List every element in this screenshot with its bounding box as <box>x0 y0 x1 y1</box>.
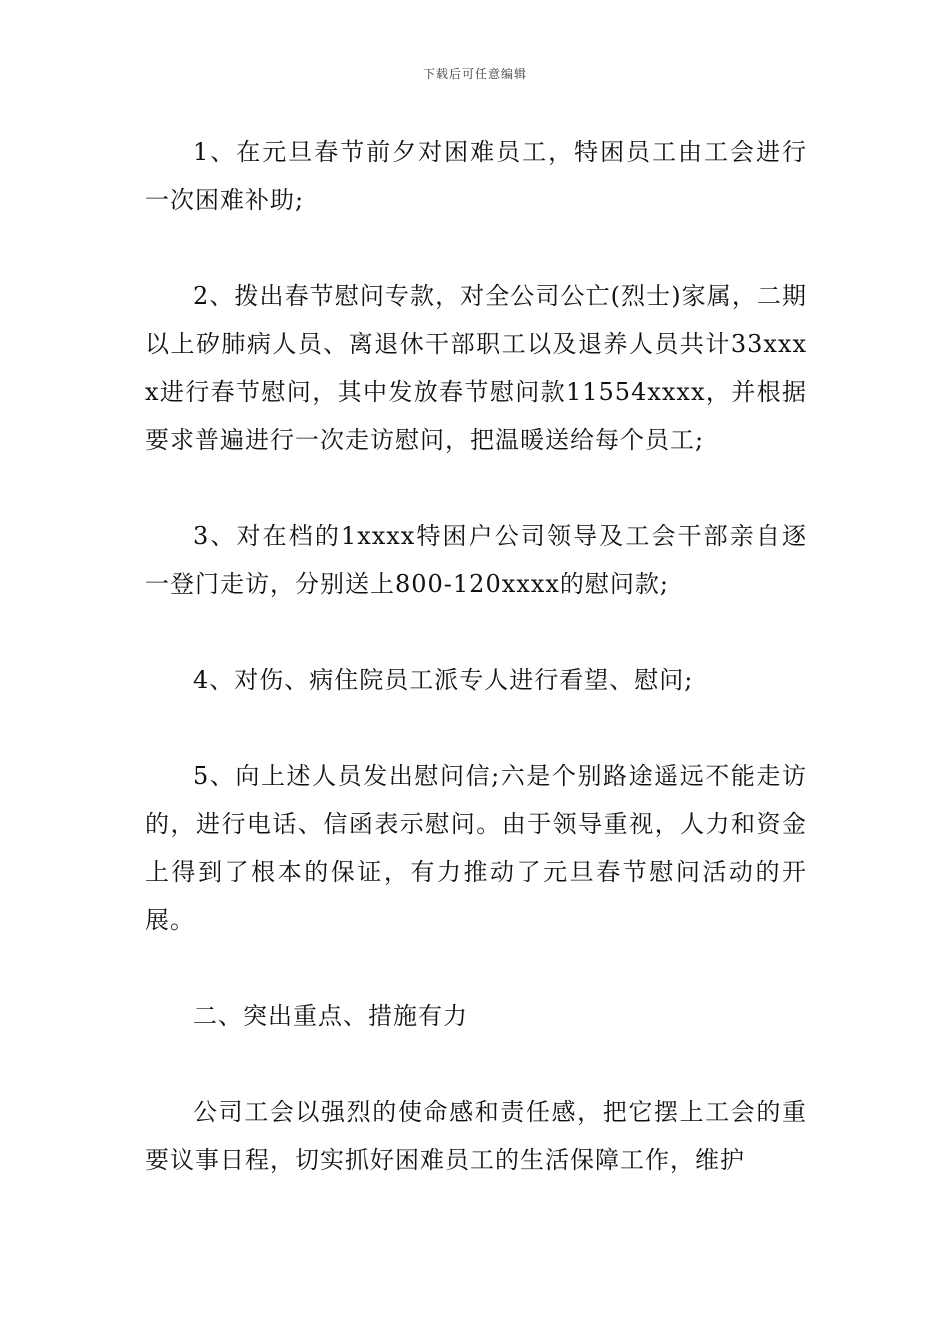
paragraph-spacer <box>145 608 807 656</box>
paragraph-item-5: 5、向上述人员发出慰问信;六是个别路途遥远不能走访的，进行电话、信函表示慰问。由于领导重视，人力和资金上得到了根本的保证，有力推动了元旦春节慰问活动的开展。 <box>145 762 807 934</box>
paragraph-spacer <box>145 224 807 272</box>
page-header: 下载后可任意编辑 <box>422 67 527 81</box>
section-heading: 二、突出重点、措施有力 <box>193 1002 468 1030</box>
paragraph-spacer <box>145 704 807 752</box>
paragraph-section-intro: 公司工会以强烈的使命感和责任感，把它摆上工会的重要议事日程，切实抓好困难员工的生活保障工作，维护 <box>145 1098 807 1174</box>
paragraph-item-2: 2、拨出春节慰问专款，对全公司公亡(烈士)家属，二期以上矽肺病人员、离退休干部职工以及退养人员共计33xxxx进行春节慰问，其中发放春节慰问款11554xxxx，并根据要求普遍进行一次走访慰问，把温暖送给每个员工; <box>145 282 807 454</box>
paragraph-item-1: 1、在元旦春节前夕对困难员工，特困员工由工会进行一次困难补助; <box>145 138 807 214</box>
document-body <box>145 128 807 1184</box>
paragraph-item-3: 3、对在档的1xxxx特困户公司领导及工会干部亲自逐一登门走访，分别送上800-120xxxx的慰问款; <box>145 522 807 598</box>
paragraph-spacer <box>145 944 807 992</box>
paragraph-spacer <box>145 1040 807 1088</box>
paragraph-item-4: 4、对伤、病住院员工派专人进行看望、慰问; <box>193 666 694 694</box>
paragraph-spacer <box>145 464 807 512</box>
